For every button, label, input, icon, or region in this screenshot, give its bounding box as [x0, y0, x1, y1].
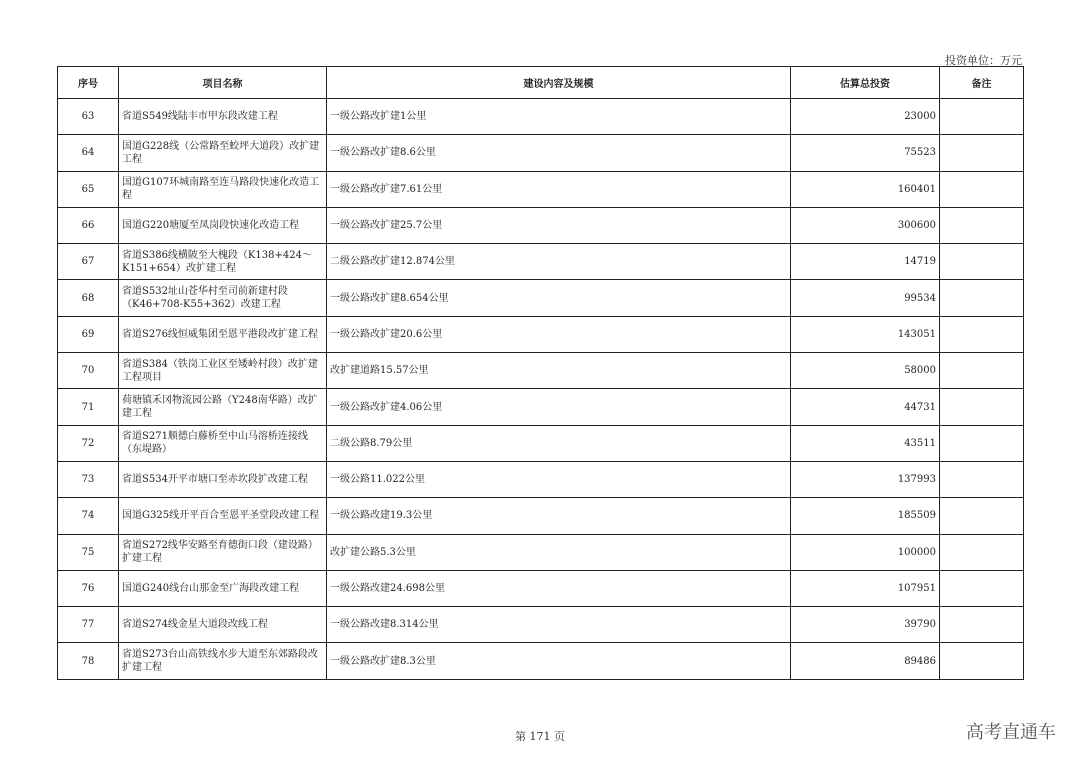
project-name: 荷塘镇禾冈物流园公路（Y248南华路）改扩建工程	[119, 389, 327, 425]
remark	[940, 280, 1024, 316]
construction-content: 一级公路改扩建20.6公里	[327, 316, 791, 352]
header-content: 建设内容及规模	[327, 67, 791, 99]
remark	[940, 570, 1024, 606]
remark	[940, 316, 1024, 352]
construction-content: 一级公路改扩建8.654公里	[327, 280, 791, 316]
row-number: 78	[58, 643, 119, 679]
project-name: 省道S549线陆丰市甲东段改建工程	[119, 99, 327, 135]
construction-content: 一级公路改扩建1公里	[327, 99, 791, 135]
row-number: 75	[58, 534, 119, 570]
table-row	[58, 643, 1024, 679]
estimated-investment: 300600	[791, 207, 940, 243]
estimated-investment: 143051	[791, 316, 940, 352]
estimated-investment: 43511	[791, 425, 940, 461]
construction-content: 一级公路改扩建4.06公里	[327, 389, 791, 425]
project-name: 省道S534开平市塘口至赤坎段扩改建工程	[119, 461, 327, 497]
table-row	[58, 498, 1024, 534]
construction-content: 二级公路8.79公里	[327, 425, 791, 461]
row-number: 65	[58, 171, 119, 207]
project-name: 省道S384（铁岗工业区至矮岭村段）改扩建工程项目	[119, 353, 327, 389]
estimated-investment: 23000	[791, 99, 940, 135]
construction-content: 一级公路改扩建25.7公里	[327, 207, 791, 243]
table-header-row	[58, 67, 1024, 99]
row-number: 63	[58, 99, 119, 135]
header-name: 项目名称	[119, 67, 327, 99]
construction-content: 改扩建公路5.3公里	[327, 534, 791, 570]
table-row	[58, 353, 1024, 389]
project-name: 国道G228线（公常路至蛟坪大道段）改扩建工程	[119, 135, 327, 171]
construction-content: 一级公路改建8.314公里	[327, 607, 791, 643]
remark	[940, 389, 1024, 425]
remark	[940, 353, 1024, 389]
table-row	[58, 99, 1024, 135]
row-number: 70	[58, 353, 119, 389]
construction-content: 二级公路改扩建12.874公里	[327, 244, 791, 280]
table-row	[58, 389, 1024, 425]
project-name: 国道G325线开平百合至恩平圣堂段改建工程	[119, 498, 327, 534]
project-name: 省道S274线金星大道段改线工程	[119, 607, 327, 643]
remark	[940, 244, 1024, 280]
estimated-investment: 137993	[791, 461, 940, 497]
estimated-investment: 99534	[791, 280, 940, 316]
remark	[940, 171, 1024, 207]
remark	[940, 607, 1024, 643]
table-row	[58, 425, 1024, 461]
remark	[940, 461, 1024, 497]
row-number: 72	[58, 425, 119, 461]
row-number: 68	[58, 280, 119, 316]
construction-content: 一级公路改建19.3公里	[327, 498, 791, 534]
table-body	[58, 99, 1024, 680]
estimated-investment: 100000	[791, 534, 940, 570]
estimated-investment: 14719	[791, 244, 940, 280]
construction-content: 一级公路11.022公里	[327, 461, 791, 497]
construction-content: 一级公路改建24.698公里	[327, 570, 791, 606]
row-number: 76	[58, 570, 119, 606]
project-table	[57, 66, 1024, 680]
header-no: 序号	[58, 67, 119, 99]
header-remark: 备注	[940, 67, 1024, 99]
remark	[940, 207, 1024, 243]
table-row	[58, 244, 1024, 280]
estimated-investment: 107951	[791, 570, 940, 606]
project-name: 省道S386线横陂至大槐段（K138+424～K151+654）改扩建工程	[119, 244, 327, 280]
watermark: 高考直通车	[966, 722, 1056, 743]
remark	[940, 99, 1024, 135]
table-row	[58, 570, 1024, 606]
table-row	[58, 280, 1024, 316]
project-name: 国道G220塘厦至凤岗段快速化改造工程	[119, 207, 327, 243]
estimated-investment: 44731	[791, 389, 940, 425]
remark	[940, 425, 1024, 461]
project-name: 国道G107环城南路至连马路段快速化改造工程	[119, 171, 327, 207]
remark	[940, 534, 1024, 570]
project-name: 国道G240线台山那金至广海段改建工程	[119, 570, 327, 606]
remark	[940, 135, 1024, 171]
project-name: 省道S273台山高铁线水步大道至东郊路段改扩建工程	[119, 643, 327, 679]
row-number: 73	[58, 461, 119, 497]
construction-content: 一级公路改扩建8.6公里	[327, 135, 791, 171]
row-number: 77	[58, 607, 119, 643]
estimated-investment: 89486	[791, 643, 940, 679]
construction-content: 改扩建道路15.57公里	[327, 353, 791, 389]
header-investment: 估算总投资	[791, 67, 940, 99]
construction-content: 一级公路改扩建8.3公里	[327, 643, 791, 679]
table-row	[58, 135, 1024, 171]
page-number: 第 171 页	[515, 730, 565, 743]
table-row	[58, 607, 1024, 643]
construction-content: 一级公路改扩建7.61公里	[327, 171, 791, 207]
remark	[940, 498, 1024, 534]
estimated-investment: 75523	[791, 135, 940, 171]
estimated-investment: 39790	[791, 607, 940, 643]
row-number: 66	[58, 207, 119, 243]
project-name: 省道S272线华安路至育德街口段（建设路）扩建工程	[119, 534, 327, 570]
table-row	[58, 207, 1024, 243]
table-row	[58, 461, 1024, 497]
estimated-investment: 160401	[791, 171, 940, 207]
table-row	[58, 171, 1024, 207]
row-number: 64	[58, 135, 119, 171]
row-number: 69	[58, 316, 119, 352]
row-number: 67	[58, 244, 119, 280]
table-row	[58, 316, 1024, 352]
row-number: 71	[58, 389, 119, 425]
project-name: 省道S276线恒威集团至恩平港段改扩建工程	[119, 316, 327, 352]
project-name: 省道S532址山苍华村至司前新建村段（K46+708-K55+362）改建工程	[119, 280, 327, 316]
table-row	[58, 534, 1024, 570]
unit-note: 投资单位：万元	[945, 54, 1022, 67]
row-number: 74	[58, 498, 119, 534]
estimated-investment: 185509	[791, 498, 940, 534]
estimated-investment: 58000	[791, 353, 940, 389]
remark	[940, 643, 1024, 679]
project-name: 省道S271顺德白藤桥至中山马溶桥连接线（东堤路）	[119, 425, 327, 461]
